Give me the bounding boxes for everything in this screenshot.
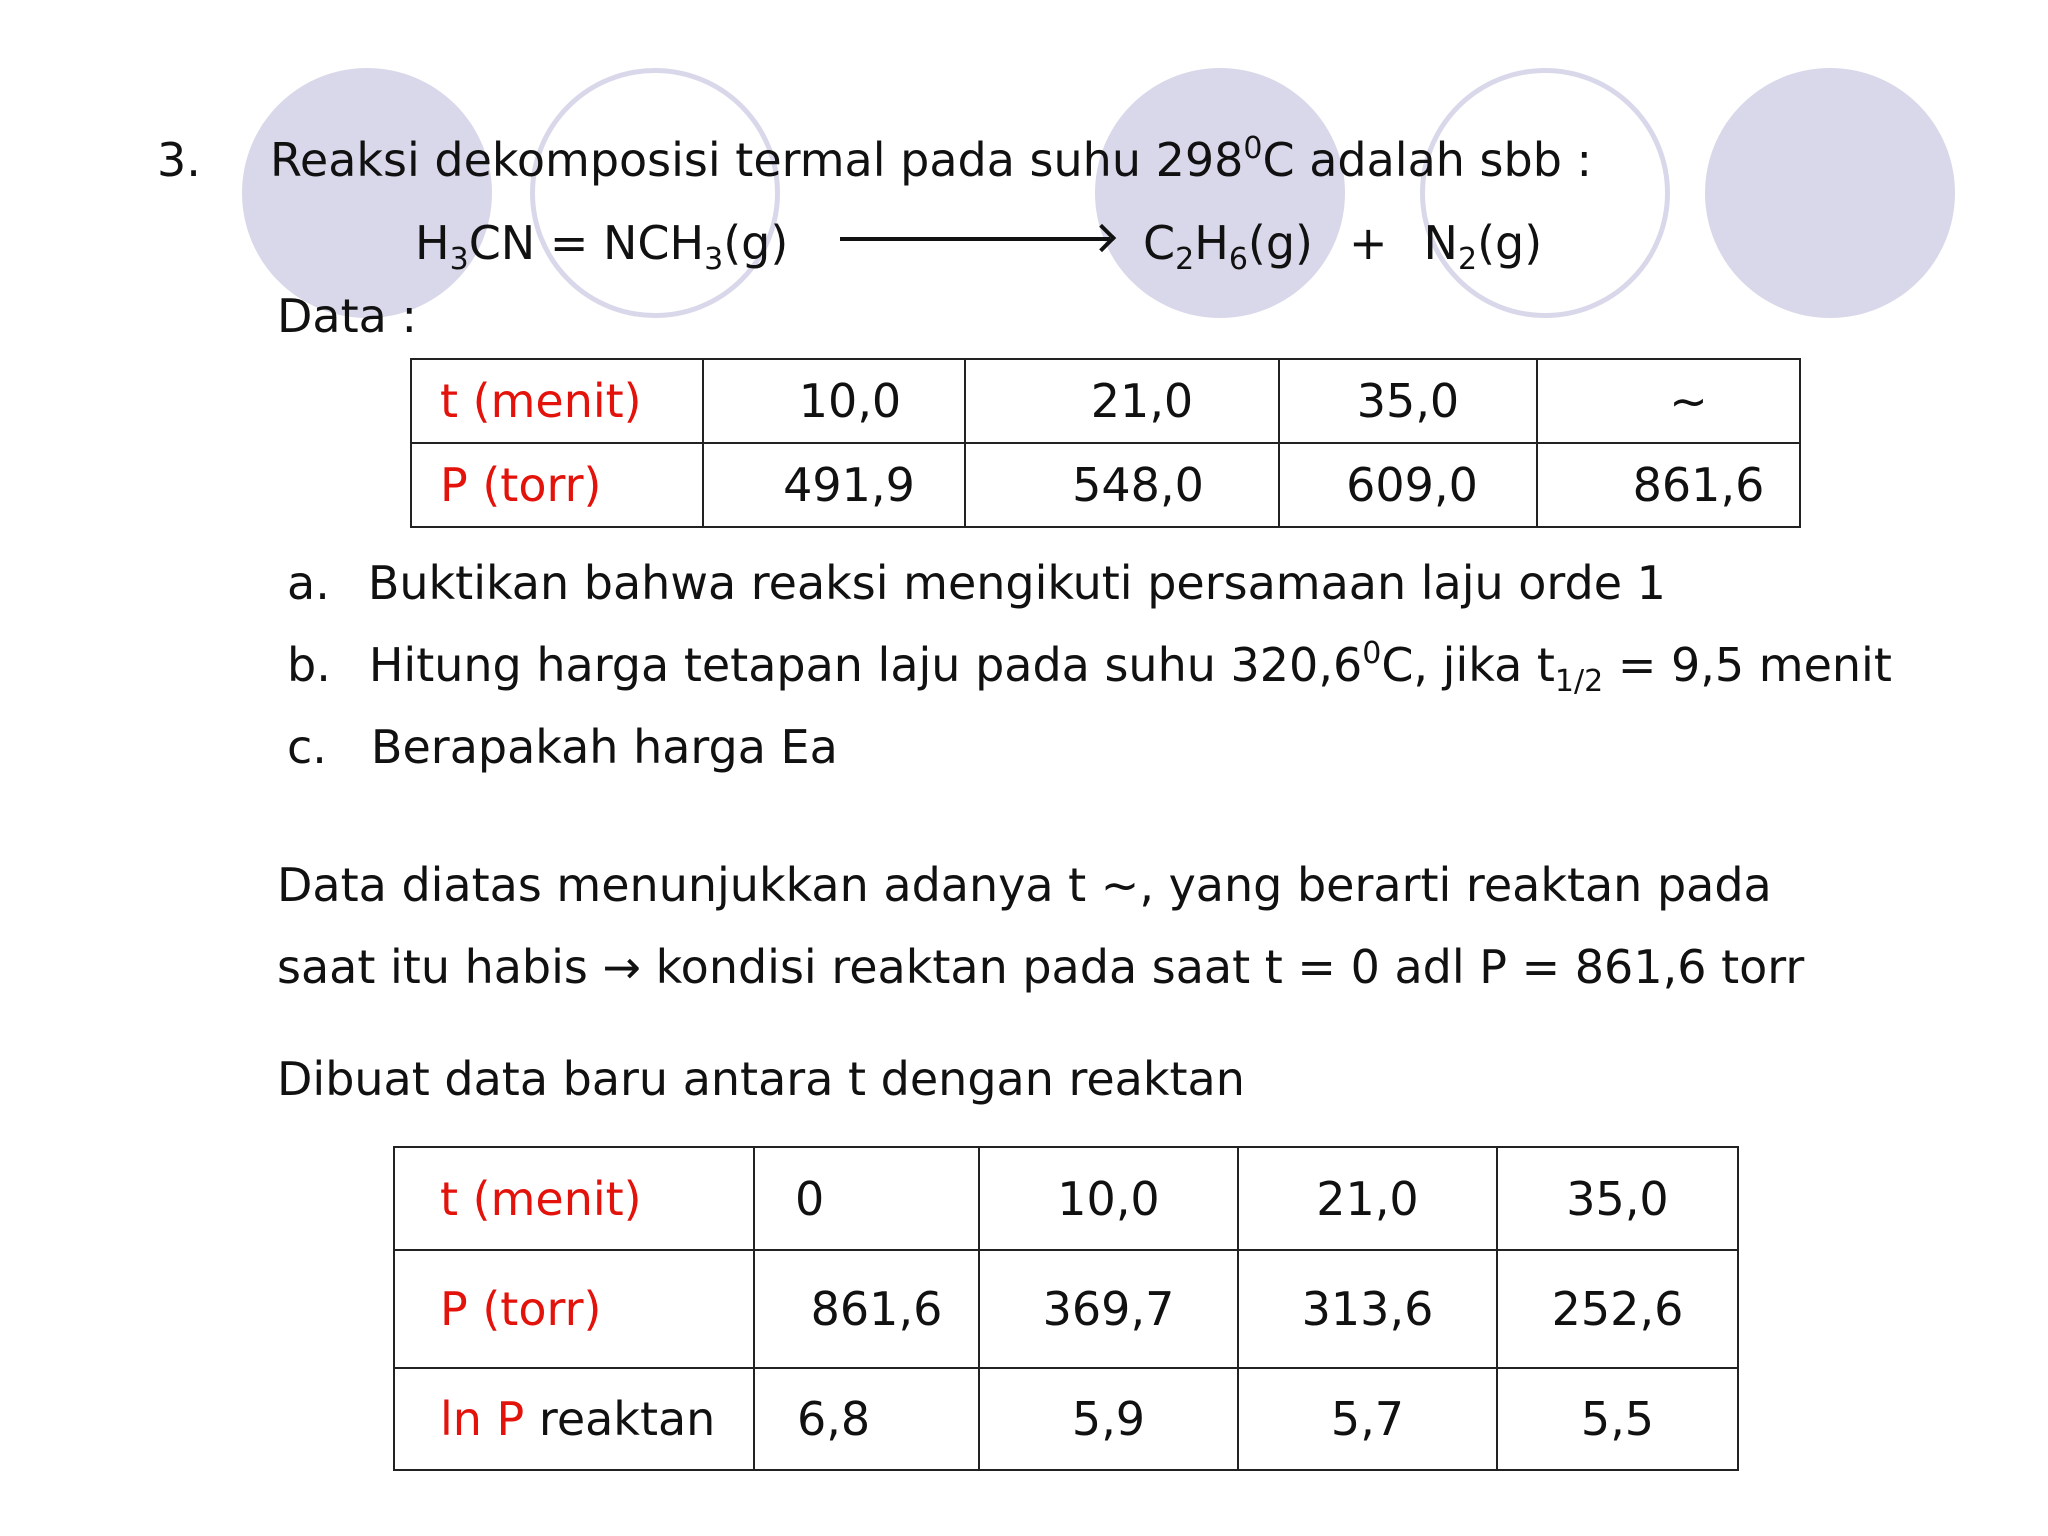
data-label: Data : — [277, 289, 417, 343]
problem-number: 3. — [157, 133, 201, 187]
decorative-ring-1 — [530, 68, 780, 318]
table-cell: 861,6 — [754, 1250, 979, 1368]
table-row — [394, 1250, 1738, 1368]
p-label-cell: P (torr) — [411, 443, 703, 527]
p-label-cell: P (torr) — [394, 1250, 754, 1368]
decorative-circle-2 — [1095, 68, 1345, 318]
table-cell: 35,0 — [1497, 1147, 1738, 1250]
arrow-right-icon: → — [602, 940, 642, 994]
table-cell: 21,0 — [965, 359, 1279, 443]
data-table-1 — [410, 358, 1801, 528]
table-cell: ~ — [1537, 359, 1800, 443]
data-table-2 — [393, 1146, 1739, 1471]
table-cell: 6,8 — [754, 1368, 979, 1470]
table-cell: 313,6 — [1238, 1250, 1497, 1368]
explanation-line-2: saat itu habis → kondisi reaktan pada saat t = 0 adl P = 861,6 torr — [277, 940, 1805, 994]
table-cell: 0 — [754, 1147, 979, 1250]
table-cell: 369,7 — [979, 1250, 1238, 1368]
explanation-line-3: Dibuat data baru antara t dengan reaktan — [277, 1052, 1245, 1106]
table-cell: 609,0 — [1279, 443, 1537, 527]
problem-statement: Reaksi dekomposisi termal pada suhu $298^0C$ adalah sbb : — [270, 131, 1593, 187]
table-cell: 21,0 — [1238, 1147, 1497, 1250]
reaction-reactants: $H_3CN = NCH_3(g)$ — [415, 216, 789, 277]
question-c: c. Berapakah harga Ea — [287, 720, 838, 774]
table-row — [411, 443, 1800, 527]
ln-label-cell: ln P reaktan — [394, 1368, 754, 1470]
table-cell: 35,0 — [1279, 359, 1537, 443]
decorative-circle-3 — [1705, 68, 1955, 318]
table-row — [394, 1147, 1738, 1250]
explanation-line-1: Data diatas menunjukkan adanya t ~, yang berarti reaktan pada — [277, 858, 1772, 912]
table-cell: 548,0 — [965, 443, 1279, 527]
table-row — [411, 359, 1800, 443]
t-label-cell: t (menit) — [411, 359, 703, 443]
decorative-circle-1 — [242, 68, 492, 318]
t-label-cell: t (menit) — [394, 1147, 754, 1250]
table-cell: 10,0 — [703, 359, 965, 443]
reaction-products: $C_2H_6(g) + N_2(g)$ — [1143, 216, 1543, 277]
question-a: a. Buktikan bahwa reaksi mengikuti persamaan laju orde 1 — [287, 556, 1666, 610]
table-cell: 10,0 — [979, 1147, 1238, 1250]
question-b: b. Hitung harga tetapan laju pada suhu 320,6$^0$C, jika $t_{1/2} = 9,5$ menit — [287, 636, 1892, 699]
table-row — [394, 1368, 1738, 1470]
table-cell: 5,9 — [979, 1368, 1238, 1470]
table-cell: 861,6 — [1537, 443, 1800, 527]
table-cell: 5,5 — [1497, 1368, 1738, 1470]
table-cell: 491,9 — [703, 443, 965, 527]
table-cell: 252,6 — [1497, 1250, 1738, 1368]
table-cell: 5,7 — [1238, 1368, 1497, 1470]
reaction-arrow — [840, 237, 1110, 241]
decorative-ring-2 — [1420, 68, 1670, 318]
